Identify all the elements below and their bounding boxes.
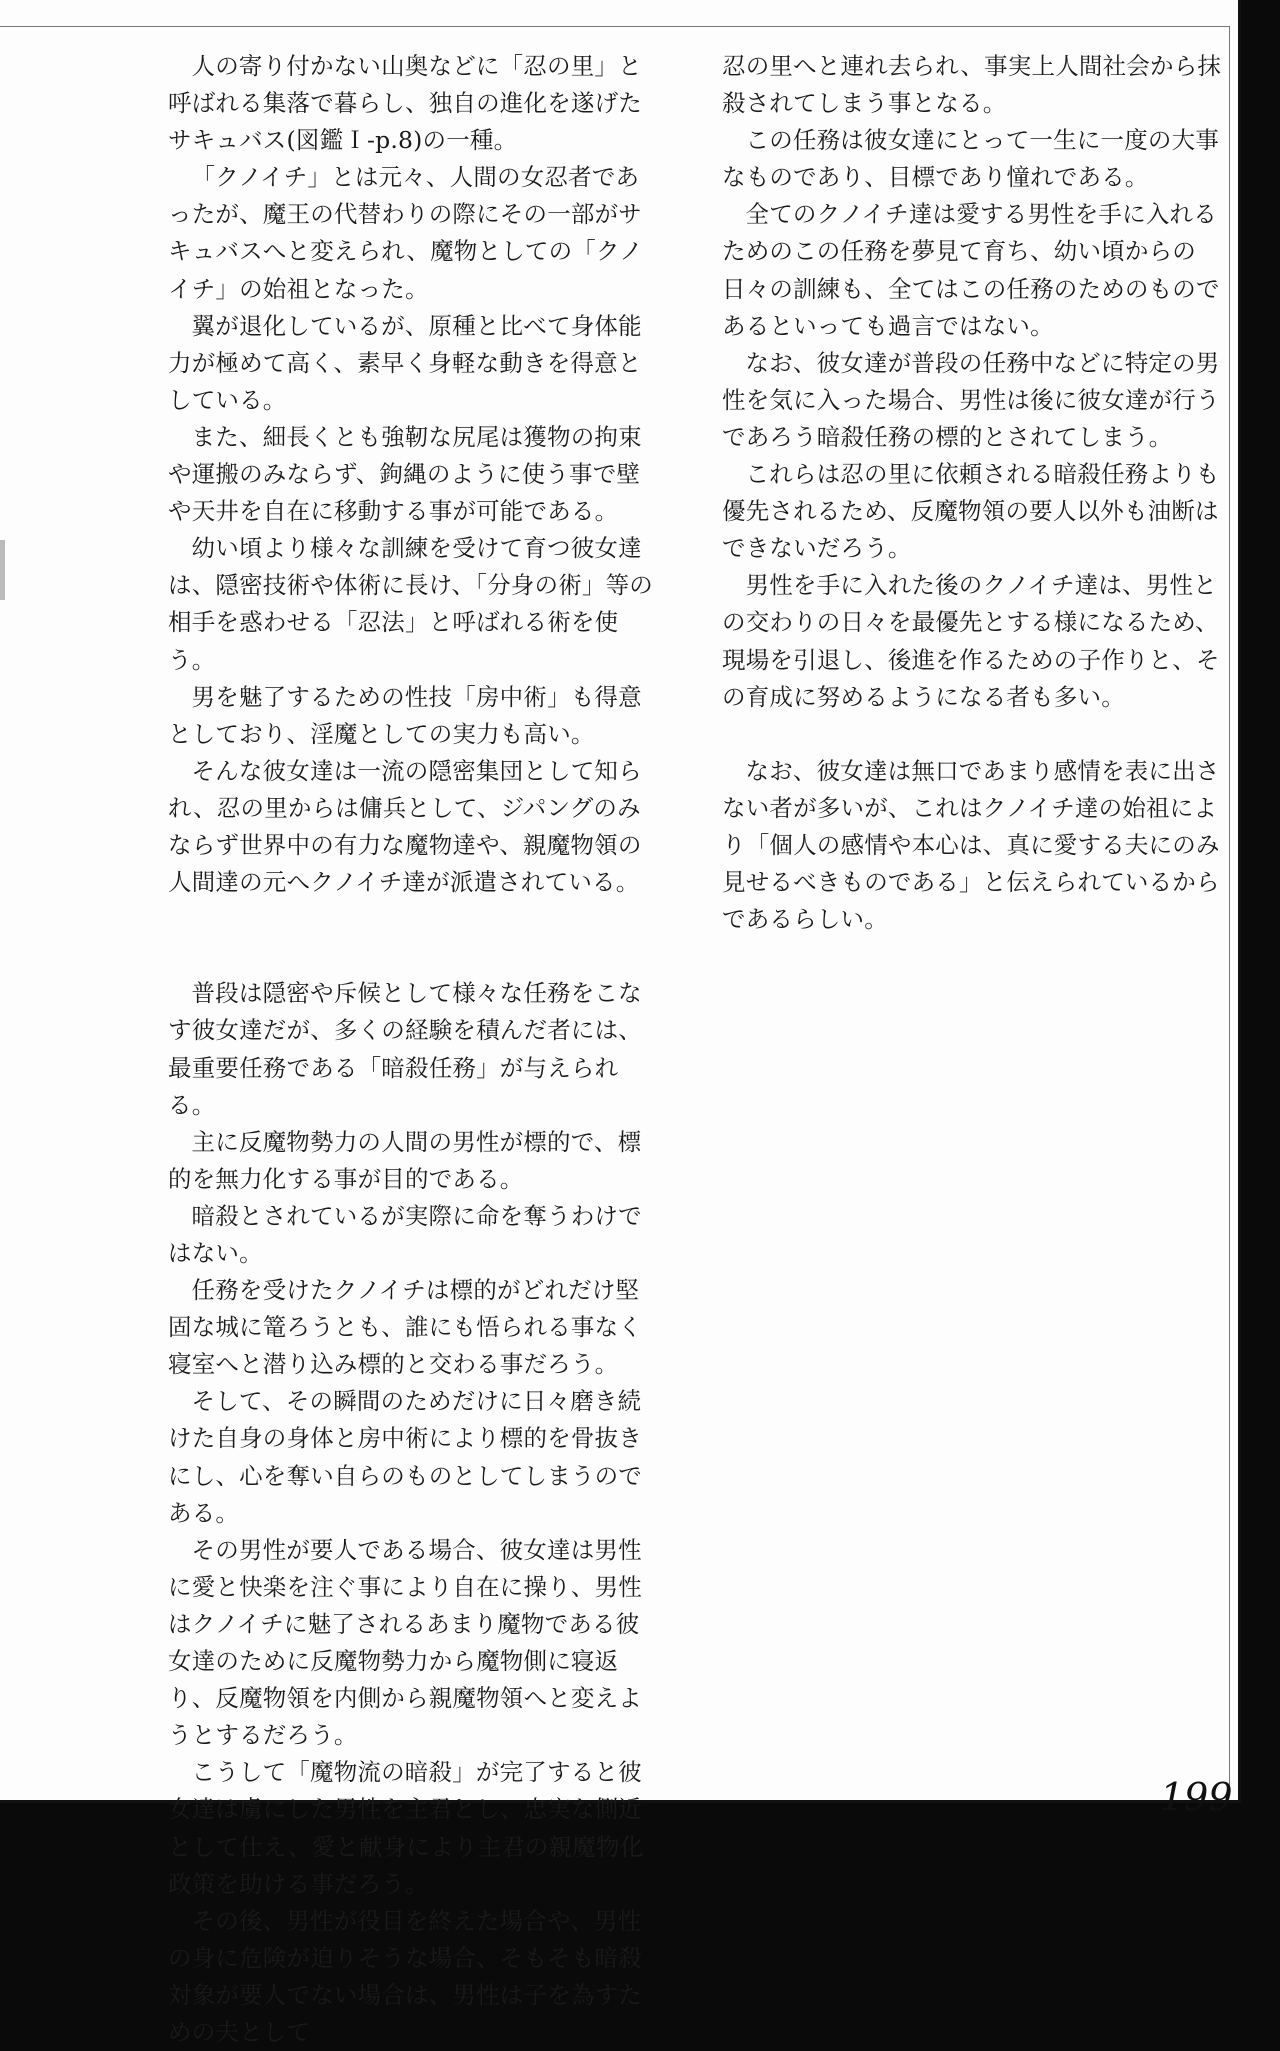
paragraph: 暗殺とされているが実際に命を奪うわけではない。 — [168, 1201, 642, 1267]
paragraph: また、細長くとも強靭な尻尾は獲物の拘束や運搬のみならず、鉤縄のように使う事で壁や天井を自在に移動する事が可能である。 — [168, 422, 642, 526]
paragraph-gap — [168, 901, 660, 938]
page-number: 199 — [1160, 1775, 1233, 1819]
paragraph-gap — [722, 716, 1230, 753]
paragraph: そして、その瞬間のためだけに日々磨き続けた自身の身体と房中術により標的を骨抜きにし、心を奪い自らのものとしてしまうのである。 — [168, 1387, 642, 1527]
paragraph: 「クノイチ」とは元々、人間の女忍者であったが、魔王の代替わりの際にその一部がサキュバスへと変えられ、魔物としての「クノイチ」の始祖となった。 — [168, 163, 643, 303]
paragraph: その男性が要人である場合、彼女達は男性に愛と快楽を注ぐ事により自在に操り、男性はクノイチに魅了されるあまり魔物である彼女達のために反魔物勢力から魔物側に寝返り、反魔物領を内側から親魔物領へと変えようとするだろう。 — [168, 1535, 642, 1750]
paragraph: 幼い頃より様々な訓練を受けて育つ彼女達は、隠密技術や体術に長け、「分身の術」等の相手を惑わせる「忍法」と呼ばれる術を使う。 — [168, 534, 654, 674]
paragraph: 主に反魔物勢力の人間の男性が標的で、標的を無力化する事が目的である。 — [168, 1127, 642, 1193]
paragraph: なお、彼女達が普段の任務中などに特定の男性を気に入った場合、男性は後に彼女達が行うであろう暗殺任務の標的とされてしまう。 — [722, 348, 1220, 451]
paragraph: なお、彼女達は無口であまり感情を表に出さない者が多いが、これはクノイチ達の始祖により「個人の感情や本心は、真に愛する夫にのみ見せるべきものである」と伝えられているからであるらしい。 — [722, 756, 1220, 934]
left-text-column — [168, 48, 660, 2051]
paragraph: こうして「魔物流の暗殺」が完了すると彼女達は虜にした男性を主君とし、忠実な側近として仕え、愛と献身により主君の親魔物化政策を助ける事だろう。 — [168, 1758, 644, 1898]
paragraph: 普段は隠密や斥候として様々な任務をこなす彼女達だが、多くの経験を積んだ者には、最重要任務である「暗殺任務」が与えられる。 — [168, 979, 642, 1119]
paragraph: そんな彼女達は一流の隠密集団として知られ、忍の里からは傭兵として、ジパングのみならず世界中の有力な魔物達や、親魔物領の人間達の元へクノイチ達が派遣されている。 — [168, 756, 642, 897]
paragraph: 男性を手に入れた後のクノイチ達は、男性との交わりの日々を最優先とする様になるため、現場を引退し、後進を作るための子作りと、その育成に努めるようになる者も多い。 — [722, 571, 1220, 711]
paragraph: 翼が退化しているが、原種と比べて身体能力が極めて高く、素早く身軽な動きを得意としている。 — [168, 311, 642, 414]
scan-artifact — [0, 540, 5, 600]
paragraph: これらは忍の里に依頼される暗殺任務よりも優先されるため、反魔物領の要人以外も油断はできないだろう。 — [722, 460, 1220, 563]
paragraph-gap — [168, 938, 660, 975]
paragraph: 男を魅了するための性技「房中術」も得意としており、淫魔としての実力も高い。 — [168, 682, 642, 748]
paragraph-continuation: 忍の里へと連れ去られ、事実上人間社会から抹殺されてしまう事となる。 — [722, 52, 1222, 118]
paragraph: 任務を受けたクノイチは標的がどれだけ堅固な城に篭ろうとも、誰にも悟られる事なく寝室へと潜り込み標的と交わる事だろう。 — [168, 1276, 642, 1379]
paragraph: 全てのクノイチ達は愛する男性を手に入れるためのこの任務を夢見て育ち、幼い頃からの日々の訓練も、全てはこの任務のためのものであるといっても過言ではない。 — [722, 200, 1220, 340]
paragraph: この任務は彼女達にとって一生に一度の大事なものであり、目標であり憧れである。 — [722, 126, 1220, 192]
paragraph: その後、男性が役目を終えた場合や、男性の身に危険が迫りそうな場合、そもそも暗殺対象が要人でない場合は、男性は子を為すための夫として — [168, 1906, 642, 2046]
paragraph: 人の寄り付かない山奥などに「忍の里」と呼ばれる集落で暮らし、独自の進化を遂げたサキュバス(図鑑Ｉ-p.8)の一種。 — [168, 52, 642, 155]
right-text-column — [722, 48, 1230, 938]
